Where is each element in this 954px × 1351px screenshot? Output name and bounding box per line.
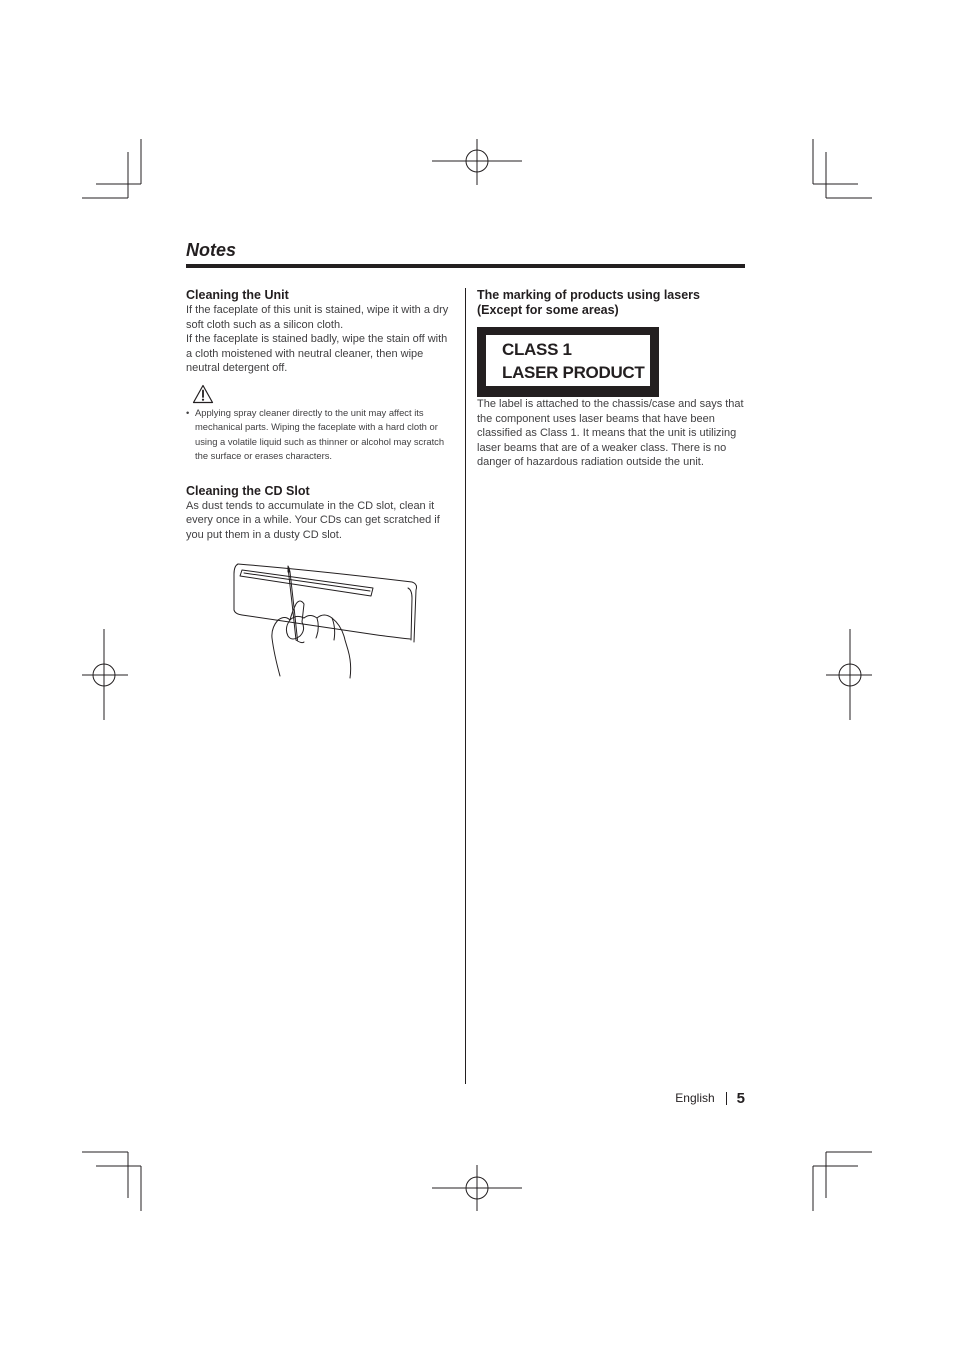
warning-triangle-icon bbox=[192, 384, 214, 404]
caution-item: • Applying spray cleaner directly to the unit may affect its mechanical parts. Wiping the faceplate with a hard cloth or using a volatile liquid such as thinner or alcohol may scratch the surface or erases characters. bbox=[186, 406, 454, 464]
registration-mark-top bbox=[432, 139, 522, 185]
registration-mark-bottom bbox=[432, 1165, 522, 1211]
hand-cleaning-cd-slot-illustration bbox=[232, 558, 422, 683]
right-column bbox=[477, 288, 745, 470]
laser-marking-heading-line: (Except for some areas) bbox=[477, 303, 619, 317]
laser-label-paragraph: The label is attached to the chassis/case and says that the component uses laser beams that have been classified as Class 1. It means that the unit is utilizing laser beams that are of a weaker class. There is no danger of hazardous radiation outside the unit. bbox=[477, 398, 744, 468]
column-divider bbox=[465, 288, 466, 1084]
title-rule bbox=[186, 264, 745, 268]
page-title: Notes bbox=[186, 240, 237, 260]
cleaning-cd-slot-section bbox=[186, 484, 454, 684]
left-column bbox=[186, 288, 454, 683]
page-number: 5 bbox=[736, 1089, 745, 1107]
laser-marking-heading-line: The marking of products using lasers bbox=[477, 288, 700, 302]
footer-language: English bbox=[675, 1091, 715, 1105]
cleaning-cd-slot-paragraph: As dust tends to accumulate in the CD slot, clean it every once in a while. Your CDs can get scratched if you put them in a dusty CD slot. bbox=[186, 499, 440, 541]
laser-marking-heading bbox=[477, 288, 745, 318]
registration-mark-left bbox=[82, 629, 128, 720]
laser-label-line: CLASS 1 bbox=[502, 340, 572, 359]
cleaning-cd-slot-heading: Cleaning the CD Slot bbox=[186, 483, 310, 498]
laser-product-label bbox=[477, 327, 659, 397]
cleaning-unit-paragraph: If the faceplate is stained badly, wipe the stain off with a cloth moistened with neutral cleaner, then wipe neutral detergent off. bbox=[186, 333, 448, 374]
registration-mark-right bbox=[826, 629, 872, 720]
page-footer bbox=[675, 1089, 745, 1107]
cleaning-unit-section bbox=[186, 288, 454, 464]
caution-list bbox=[186, 406, 454, 464]
laser-label-line: LASER PRODUCT bbox=[502, 363, 645, 382]
footer-separator bbox=[726, 1092, 727, 1105]
cleaning-unit-paragraph: If the faceplate of this unit is stained, wipe it with a dry soft cloth such as a silicon cloth. bbox=[186, 304, 449, 331]
cleaning-unit-heading: Cleaning the Unit bbox=[186, 288, 289, 302]
